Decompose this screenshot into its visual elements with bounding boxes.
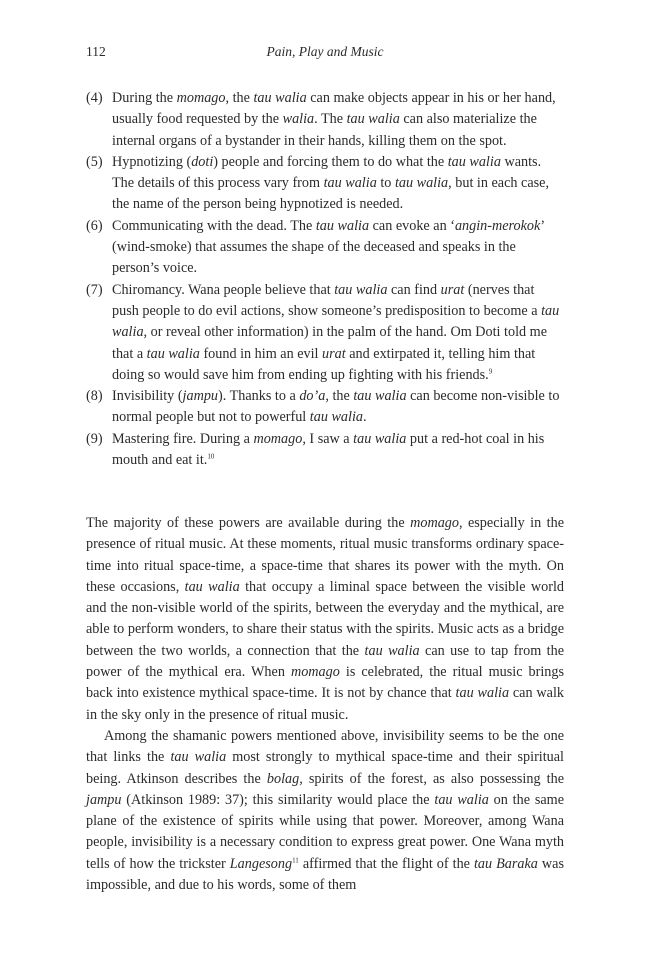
list-number: (4) (86, 90, 103, 106)
list-item (86, 216, 564, 280)
running-title: Pain, Play and Music (266, 44, 384, 59)
body-text (86, 513, 564, 896)
paragraph: The majority of these powers are available during the momago, especially in the presence of ritual music. At these moments, ritual music transforms ordinary space-time into ritual space-time, a space-time that shares its power with the myth. On these occasions, tau walia that occupy a liminal space between the visible world and the non-visible world of the spirits, between the everyday and the mythical, are able to perform wonders, to share their status with the spirits. Music acts as a bridge between the two worlds, a connection that the tau walia can use to tap from the power of the mythical era. When momago is celebrated, the ritual music brings back into existence mythical space-time. It is not by chance that tau walia can walk in the sky only in the presence of ritual music. (86, 515, 565, 723)
list-number: (9) (86, 430, 103, 447)
list-item (86, 88, 564, 152)
list-text: During the momago, the tau walia can make objects appear in his or her hand, usually food requested by the walia. The tau walia can also materialize the internal organs of a bystander in their hands, killing them on the spot. (112, 90, 556, 149)
list-text: Mastering fire. During a momago, I saw a tau walia put a red-hot coal in his mouth and eat it.$^{10}$ (112, 430, 545, 469)
list-item (86, 386, 564, 429)
paragraph: Among the shamanic powers mentioned above, invisibility seems to be the one that links the tau walia most strongly to mythical space-time and their spiritual being. Atkinson describes the bolag, spirits of the forest, as also possessing the jampu (Atkinson 1989: 37); this similarity would place the tau walia on the same plane of the existence of spirits while using that power. Moreover, among Wana people, invisibility is a necessary condition to express great power. One Wana myth tells of how the trickster Langesong$^{11}$ affirmed that the flight of the tau Baraka was impossible, and due to his words, some of them (86, 727, 565, 894)
list-item (86, 429, 564, 472)
list-text: Communicating with the dead. The tau walia can evoke an ‘angin-merokok’ (wind-smoke) that assumes the shape of the deceased and speaks in the person’s voice. (112, 217, 544, 277)
list-number: (7) (86, 281, 103, 298)
page-header (86, 44, 564, 64)
list-item (86, 280, 564, 386)
list-text: Hypnotizing (doti) people and forcing them to do what the tau walia wants. The details of this process vary from tau walia to tau walia, but in each case, the name of the person being hypnotized is needed. (112, 153, 549, 213)
numbered-list (86, 88, 564, 471)
list-number: (6) (86, 217, 103, 234)
list-item (86, 152, 564, 216)
list-text: Chiromancy. Wana people believe that tau walia can find urat (nerves that push people to do evil actions, show someone’s predisposition to become a tau walia, or reveal other information) in the palm of the hand. Om Doti told me that a tau walia found in him an evil urat and extirpated it, telling him that doing so would save him from ending up fighting with his friends.$^9$ (112, 281, 560, 383)
list-number: (5) (86, 153, 103, 170)
list-text: Invisibility (jampu). Thanks to a do’a, the tau walia can become non-visible to normal people but not to powerful tau walia. (112, 388, 560, 426)
list-number: (8) (86, 388, 103, 405)
page-number: 112 (86, 44, 106, 59)
